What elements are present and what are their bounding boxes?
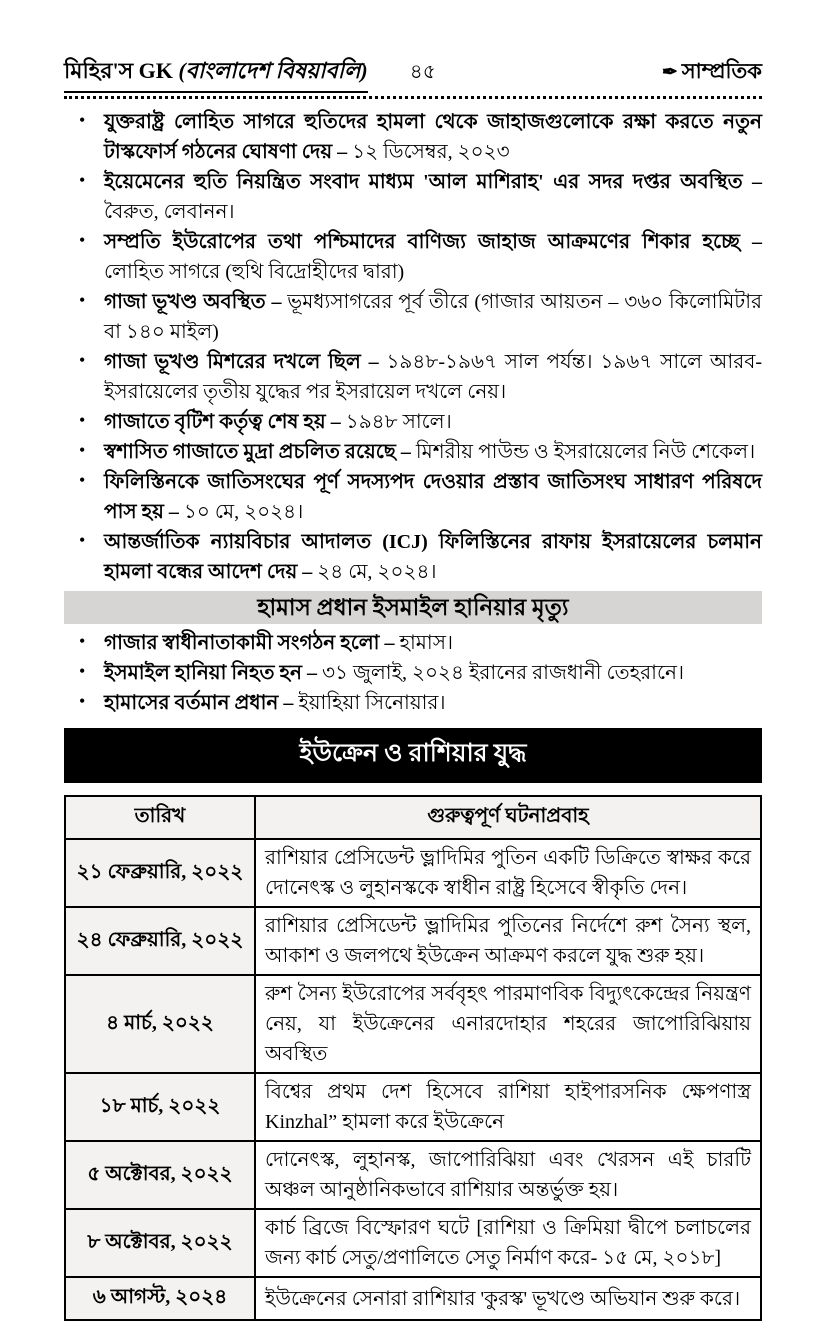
table-row xyxy=(65,1277,761,1320)
list-item-text: স্বশাসিত গাজাতে মুদ্রা প্রচলিত রয়েছে – মিশরীয় পাউন্ড ও ইসরায়েলের নিউ শেকেল। xyxy=(104,441,756,463)
list-item xyxy=(64,287,762,347)
bullet-icon: • xyxy=(79,230,86,250)
list-item xyxy=(64,658,762,688)
bullet-icon: • xyxy=(79,691,86,712)
page-header xyxy=(64,54,762,99)
event-description: বিশ্বের প্রথম দেশ হিসেবে রাশিয়া হাইপারসনিক ক্ষেপণাস্ত্র Kinzhal” হামলা করে ইউক্রেনে xyxy=(255,1073,761,1141)
chapter-label-text: সাম্প্রতিক xyxy=(681,59,762,83)
column-header-event: গুরুত্বপূর্ণ ঘটনাপ্রবাহ xyxy=(255,796,761,839)
table-row xyxy=(65,839,761,907)
section-title-hamas: হামাস প্রধান ইসমাইল হানিয়ার মৃত্যু xyxy=(64,591,762,624)
event-description: ইউক্রেনের সেনারা রাশিয়ার 'কুরস্ক' ভূখণ্ডে অভিযান শুরু করে। xyxy=(255,1277,761,1320)
table-row xyxy=(65,975,761,1073)
table-row xyxy=(65,907,761,975)
quill-pen-icon: ✒ xyxy=(661,62,678,83)
table-row xyxy=(65,1073,761,1141)
list-item xyxy=(64,407,762,437)
bullet-icon: • xyxy=(79,350,86,370)
list-item-text: গাজা ভূখণ্ড মিশরের দখলে ছিল – ১৯৪৮-১৯৬৭ সাল পর্যন্ত। ১৯৬৭ সালে আরব-ইসরায়েলের তৃতীয় যুদ্ধের পর ইসরায়েল দখলে নেয়। xyxy=(104,351,762,403)
list-item xyxy=(64,688,762,718)
war-events-table xyxy=(64,795,762,1321)
table-header-row xyxy=(65,796,761,839)
event-date: ৫ অক্টোবর, ২০২২ xyxy=(65,1141,255,1209)
book-title-name: মিহির'স GK xyxy=(64,58,173,83)
table-row xyxy=(65,1209,761,1277)
list-item xyxy=(64,628,762,658)
book-title xyxy=(64,54,368,93)
bullet-icon: • xyxy=(79,661,86,682)
page-number: ৪৫ xyxy=(409,61,436,83)
list-item xyxy=(64,227,762,287)
list-item xyxy=(64,347,762,407)
event-description: রুশ সৈন্য ইউরোপের সর্ববৃহৎ পারমাণবিক বিদ্যুৎকেন্দ্রের নিয়ন্ত্রণ নেয়, যা ইউক্রেনের এনারদোহার শহরের জাপোরিঝিয়ায় অবস্থিত xyxy=(255,975,761,1073)
bullet-icon: • xyxy=(79,110,86,130)
column-header-date: তারিখ xyxy=(65,796,255,839)
list-item xyxy=(64,467,762,527)
list-item-text: ইসমাইল হানিয়া নিহত হন – ৩১ জুলাই, ২০২৪ ইরানের রাজধানী তেহরানে। xyxy=(104,662,685,685)
list-item-text: গাজাতে বৃটিশ কর্তৃত্ব শেষ হয় – ১৯৪৮ সালে। xyxy=(104,411,452,433)
hamas-list xyxy=(64,628,762,718)
list-item xyxy=(64,437,762,467)
event-date: ২১ ফেব্রুয়ারি, ২০২২ xyxy=(65,839,255,907)
list-item-text: গাজা ভূখণ্ড অবস্থিত – ভূমধ্যসাগরের পূর্ব তীরে (গাজার আয়তন – ৩৬০ কিলোমিটার বা ১৪০ মাইল) xyxy=(104,291,762,343)
event-description: রাশিয়ার প্রেসিডেন্ট ভ্লাদিমির পুতিনের নির্দেশে রুশ সৈন্য স্থল, আকাশ ও জলপথে ইউক্রেন আক্রমণ করলে যুদ্ধ শুরু হয়। xyxy=(255,907,761,975)
list-item-text: যুক্তরাষ্ট্র লোহিত সাগরে হুতিদের হামলা থেকে জাহাজগুলোকে রক্ষা করতে নতুন টাস্কফোর্স গঠনের ঘোষণা দেয় – ১২ ডিসেম্বর, ২০২৩ xyxy=(104,111,762,163)
event-description: দোনেৎস্ক, লুহানস্ক, জাপোরিঝিয়া এবং খেরসন এই চারটি অঞ্চল আনুষ্ঠানিকভাবে রাশিয়ার অন্তর্ভুক্ত হয়। xyxy=(255,1141,761,1209)
current-affairs-list xyxy=(64,107,762,587)
list-item xyxy=(64,527,762,587)
bullet-icon: • xyxy=(79,410,86,430)
event-description: রাশিয়ার প্রেসিডেন্ট ভ্লাদিমির পুতিন একটি ডিক্রিতে স্বাক্ষর করে দোনেৎস্ক ও লুহানস্ককে স্বাধীন রাষ্ট্র হিসেবে স্বীকৃতি দেন। xyxy=(255,839,761,907)
bullet-icon: • xyxy=(79,470,86,490)
bullet-icon: • xyxy=(79,631,86,652)
event-date: ৪ মার্চ, ২০২২ xyxy=(65,975,255,1073)
table-row xyxy=(65,1141,761,1209)
event-date: ২৪ ফেব্রুয়ারি, ২০২২ xyxy=(65,907,255,975)
chapter-label xyxy=(662,55,762,90)
list-item xyxy=(64,167,762,227)
event-date: ৮ অক্টোবর, ২০২২ xyxy=(65,1209,255,1277)
bullet-icon: • xyxy=(79,440,86,460)
section-title-ukraine-russia-war: ইউক্রেন ও রাশিয়ার যুদ্ধ xyxy=(64,728,762,783)
list-item-text: ইয়েমেনের হুতি নিয়ন্ত্রিত সংবাদ মাধ্যম 'আল মাশিরাহ' এর সদর দপ্তর অবস্থিত – বৈরুত, লেবানন। xyxy=(104,171,762,223)
bullet-icon: • xyxy=(79,170,86,190)
list-item-text: ফিলিস্তিনকে জাতিসংঘের পূর্ণ সদস্যপদ দেওয়ার প্রস্তাব জাতিসংঘ সাধারণ পরিষদে পাস হয় – ১০ মে, ২০২৪। xyxy=(104,471,762,523)
bullet-icon: • xyxy=(79,530,86,550)
book-title-subject: (বাংলাদেশ বিষয়াবলি) xyxy=(178,58,368,83)
list-item xyxy=(64,107,762,167)
list-item-text: আন্তর্জাতিক ন্যায়বিচার আদালত (ICJ) ফিলিস্তিনের রাফায় ইসরায়েলের চলমান হামলা বন্ধের আদেশ দেয় – ২৪ মে, ২০২৪। xyxy=(104,531,762,583)
event-description: কার্চ ব্রিজে বিস্ফোরণ ঘটে [রাশিয়া ও ক্রিমিয়া দ্বীপে চলাচলের জন্য কার্চ সেতু/প্রণালিতে সেতু নির্মাণ করে- ১৫ মে, ২০১৮] xyxy=(255,1209,761,1277)
bullet-icon: • xyxy=(79,290,86,310)
list-item-text: সম্প্রতি ইউরোপের তথা পশ্চিমাদের বাণিজ্য জাহাজ আক্রমণের শিকার হচ্ছে – লোহিত সাগরে (হুথি বিদ্রোহীদের দ্বারা) xyxy=(104,231,762,283)
event-date: ৬ আগস্ট, ২০২৪ xyxy=(65,1277,255,1320)
list-item-text: গাজার স্বাধীনাতাকামী সংগঠন হলো – হামাস। xyxy=(104,632,454,655)
list-item-text: হামাসের বর্তমান প্রধান – ইয়াহিয়া সিনোয়ার। xyxy=(104,692,446,715)
event-date: ১৮ মার্চ, ২০২২ xyxy=(65,1073,255,1141)
